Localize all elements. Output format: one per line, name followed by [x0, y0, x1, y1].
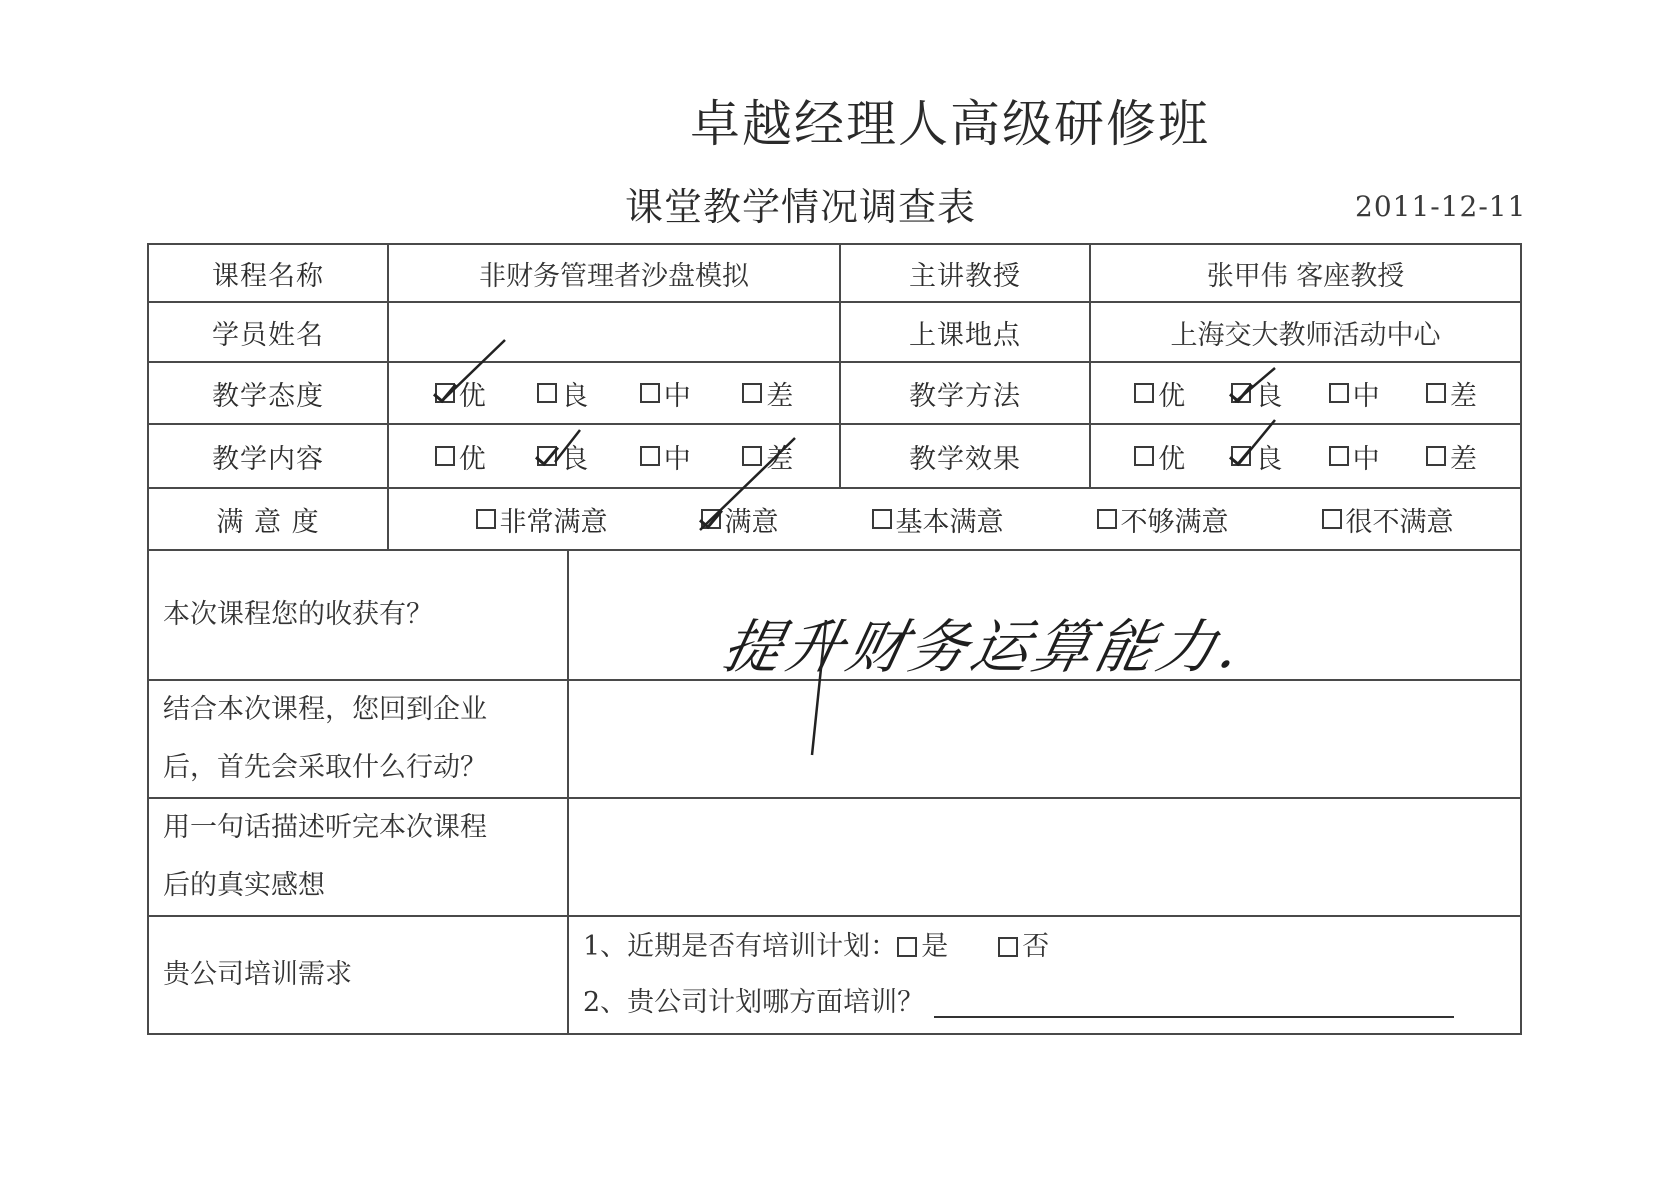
effect-label: 教学效果 [840, 424, 1090, 488]
method-option-poor[interactable]: 差 [1426, 374, 1477, 413]
checkbox-icon[interactable] [1329, 383, 1349, 403]
row-training [148, 916, 1521, 1034]
training-plan-no[interactable]: 否 [998, 919, 1049, 975]
checkbox-icon[interactable] [1329, 446, 1349, 466]
action-question: 结合本次课程，您回到企业 后，首先会采取什么行动？ [148, 680, 568, 798]
checkbox-icon[interactable] [1426, 446, 1446, 466]
content-option-excellent[interactable]: 优 [435, 437, 486, 476]
training-area-question: 2、贵公司计划哪方面培训？ [583, 975, 1520, 1031]
method-option-excellent[interactable]: 优 [1134, 374, 1185, 413]
checkbox-icon[interactable] [742, 446, 762, 466]
effect-option-good[interactable]: 良 [1231, 437, 1282, 476]
checkbox-icon[interactable] [742, 383, 762, 403]
satisfaction-option-basically-satisfied[interactable]: 基本满意 [872, 500, 1004, 539]
satisfaction-option-not-satisfied[interactable]: 不够满意 [1097, 500, 1229, 539]
content-option-good[interactable]: 良 [537, 437, 588, 476]
student-name-field[interactable] [388, 302, 840, 362]
training-needs-label: 贵公司培训需求 [148, 916, 568, 1034]
row-feeling [148, 798, 1521, 916]
content-option-average[interactable]: 中 [640, 437, 691, 476]
training-plan-question: 1、近期是否有培训计划： 是 否 [583, 919, 1520, 975]
satisfaction-option-satisfied[interactable]: 满意 [701, 500, 779, 539]
content-options [388, 424, 840, 488]
course-name-value[interactable]: 非财务管理者沙盘模拟 [388, 244, 840, 302]
checked-box-icon[interactable] [1231, 383, 1251, 403]
row-content-effect [148, 424, 1521, 488]
course-name-label: 课程名称 [148, 244, 388, 302]
feeling-question: 用一句话描述听完本次课程 后的真实感想 [148, 798, 568, 916]
effect-option-poor[interactable]: 差 [1426, 437, 1477, 476]
checkbox-icon[interactable] [1097, 509, 1117, 529]
checked-box-icon[interactable] [537, 446, 557, 466]
effect-option-average[interactable]: 中 [1329, 437, 1380, 476]
attitude-label: 教学态度 [148, 362, 388, 424]
method-option-good[interactable]: 良 [1231, 374, 1282, 413]
row-course [148, 244, 1521, 302]
checkbox-icon[interactable] [640, 446, 660, 466]
form-date: 2011-12-11 [1355, 190, 1527, 223]
satisfaction-option-very-unsatisfied[interactable]: 很不满意 [1322, 500, 1454, 539]
satisfaction-options [388, 488, 1521, 550]
gain-question: 本次课程您的收获有？ [148, 550, 568, 680]
method-options [1090, 362, 1521, 424]
attitude-options [388, 362, 840, 424]
checkbox-icon[interactable] [435, 446, 455, 466]
action-answer-field[interactable] [568, 680, 1521, 798]
training-needs-area [568, 916, 1521, 1034]
effect-options [1090, 424, 1521, 488]
checkbox-icon[interactable] [1426, 383, 1446, 403]
row-student [148, 302, 1521, 362]
checkbox-icon[interactable] [537, 383, 557, 403]
content-option-poor[interactable]: 差 [742, 437, 793, 476]
page-title: 卓越经理人高级研修班 [690, 95, 1210, 153]
method-option-average[interactable]: 中 [1329, 374, 1380, 413]
checkbox-icon[interactable] [998, 937, 1018, 957]
student-name-label: 学员姓名 [148, 302, 388, 362]
satisfaction-label: 满 意 度 [148, 488, 388, 550]
checked-box-icon[interactable] [435, 383, 455, 403]
checkbox-icon[interactable] [1134, 446, 1154, 466]
location-label: 上课地点 [840, 302, 1090, 362]
training-plan-yes[interactable]: 是 [897, 919, 948, 975]
satisfaction-option-very-satisfied[interactable]: 非常满意 [476, 500, 608, 539]
attitude-option-average[interactable]: 中 [640, 374, 691, 413]
teacher-label: 主讲教授 [840, 244, 1090, 302]
teacher-value[interactable]: 张甲伟 客座教授 [1090, 244, 1521, 302]
content-label: 教学内容 [148, 424, 388, 488]
row-action [148, 680, 1521, 798]
attitude-option-poor[interactable]: 差 [742, 374, 793, 413]
feeling-answer-field[interactable] [568, 798, 1521, 916]
checkbox-icon[interactable] [897, 937, 917, 957]
checkbox-icon[interactable] [640, 383, 660, 403]
gain-handwritten-answer: 提升财务运算能力. [716, 613, 1250, 681]
checked-box-icon[interactable] [1231, 446, 1251, 466]
checkbox-icon[interactable] [872, 509, 892, 529]
checked-box-icon[interactable] [701, 509, 721, 529]
form-subtitle: 课堂教学情况调查表 [625, 185, 977, 229]
row-attitude-method [148, 362, 1521, 424]
method-label: 教学方法 [840, 362, 1090, 424]
attitude-option-good[interactable]: 良 [537, 374, 588, 413]
location-value[interactable]: 上海交大教师活动中心 [1090, 302, 1521, 362]
attitude-option-excellent[interactable]: 优 [435, 374, 486, 413]
training-area-input[interactable] [934, 988, 1454, 1018]
checkbox-icon[interactable] [1134, 383, 1154, 403]
checkbox-icon[interactable] [476, 509, 496, 529]
row-satisfaction [148, 488, 1521, 550]
effect-option-excellent[interactable]: 优 [1134, 437, 1185, 476]
checkbox-icon[interactable] [1322, 509, 1342, 529]
